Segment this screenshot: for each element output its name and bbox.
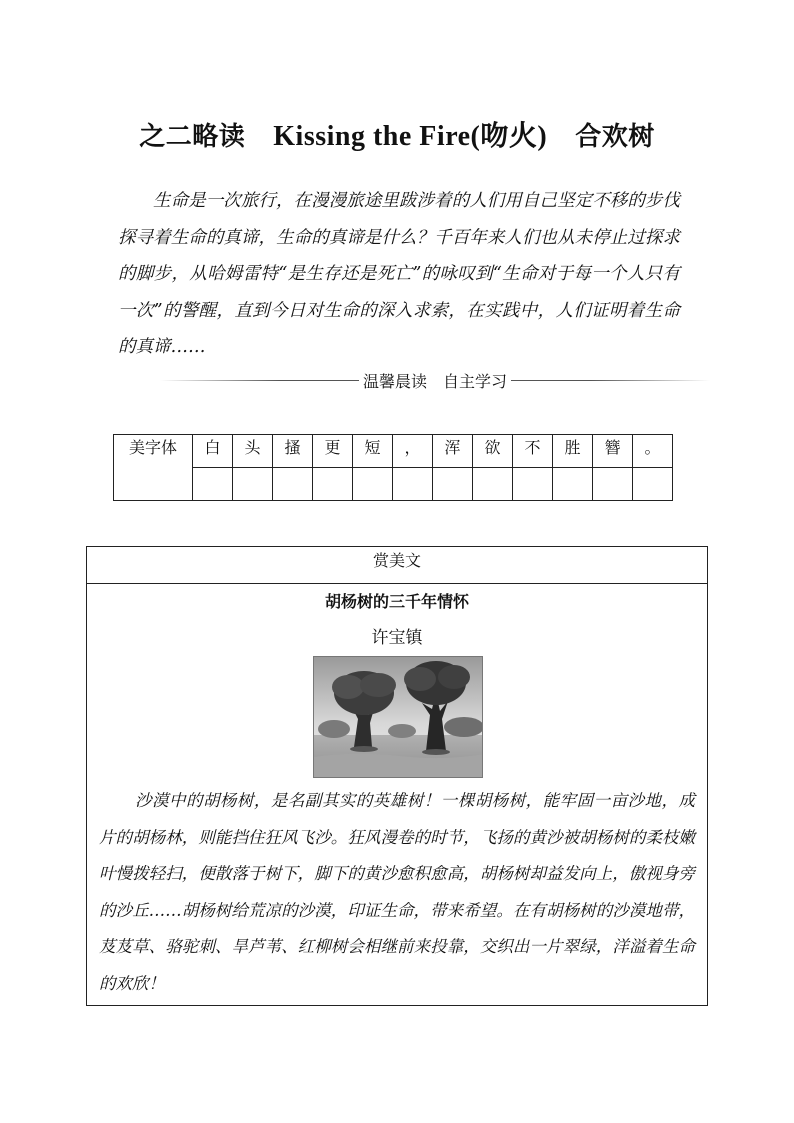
char-cell: 胜 xyxy=(553,435,593,468)
title-part-1: 之二略读 xyxy=(139,122,246,152)
title-part-3: 合欢树 xyxy=(575,122,655,152)
table-head-cell: 美字体 xyxy=(114,435,193,501)
section-label: 温馨晨读 自主学习 xyxy=(363,371,508,391)
practice-cell[interactable] xyxy=(193,468,233,501)
practice-cell[interactable] xyxy=(433,468,473,501)
practice-cell[interactable] xyxy=(593,468,633,501)
calligraphy-practice-table xyxy=(113,434,673,501)
intro-text: 生命是一次旅行，在漫漫旅途里跋涉着的人们用自己坚定不移的步伐探寻着生命的真谛，生命的真谛是什么？千百年来人们也从未停止过探求的脚步，从哈姆雷特“是生存还是死亡”的咏叹到“生命对于每一个人只有一次”的警醒，直到今日对生命的深入求索，在实践中，人们证明着生命的真谛…… xyxy=(118,191,680,357)
practice-cell[interactable] xyxy=(233,468,273,501)
article-paragraph: 沙漠中的胡杨树，是名副其实的英雄树！一棵胡杨树，能牢固一亩沙地，成片的胡杨林，则能挡住狂风飞沙。狂风漫卷的时节，飞扬的黄沙被胡杨树的柔枝嫩叶慢拨轻扫，便散落于树下，脚下的黄沙愈积愈高，胡杨树却益发向上，傲视身旁的沙丘……胡杨树给荒凉的沙漠，印证生命，带来希望。在有胡杨树的沙漠地带，芨芨草、骆驼刺、旱芦苇、红柳树会相继前来投靠，交织出一片翠绿，洋溢着生命的欢欣！ xyxy=(99,791,695,993)
practice-cell[interactable] xyxy=(473,468,513,501)
table-row xyxy=(114,435,673,468)
char-cell: 欲 xyxy=(473,435,513,468)
page-title xyxy=(0,114,794,154)
char-cell: 短 xyxy=(353,435,393,468)
table-row xyxy=(114,468,673,501)
char-cell: ， xyxy=(393,435,433,468)
char-cell: 浑 xyxy=(433,435,473,468)
char-cell: 更 xyxy=(313,435,353,468)
char-cell: 白 xyxy=(193,435,233,468)
practice-cell[interactable] xyxy=(513,468,553,501)
article-body xyxy=(99,783,695,1002)
section-divider xyxy=(160,368,710,392)
char-cell: 搔 xyxy=(273,435,313,468)
char-cell: 。 xyxy=(633,435,673,468)
practice-cell[interactable] xyxy=(273,468,313,501)
practice-cell[interactable] xyxy=(553,468,593,501)
title-part-2: Kissing the Fire(吻火) xyxy=(273,121,548,152)
desert-poplar-trees-photo xyxy=(313,656,483,778)
box-header: 赏美文 xyxy=(87,547,707,584)
char-cell: 头 xyxy=(233,435,273,468)
practice-cell[interactable] xyxy=(633,468,673,501)
practice-cell[interactable] xyxy=(393,468,433,501)
divider-line-left xyxy=(160,380,359,381)
char-cell: 不 xyxy=(513,435,553,468)
practice-cell[interactable] xyxy=(353,468,393,501)
photo-graphic xyxy=(314,657,483,778)
char-cell: 簪 xyxy=(593,435,633,468)
reading-box xyxy=(86,546,708,1006)
article-author: 许宝镇 xyxy=(371,628,423,648)
article-title: 胡杨树的三千年情怀 xyxy=(324,592,469,611)
intro-paragraph-block xyxy=(118,183,680,366)
divider-line-right xyxy=(511,380,710,381)
practice-cell[interactable] xyxy=(313,468,353,501)
